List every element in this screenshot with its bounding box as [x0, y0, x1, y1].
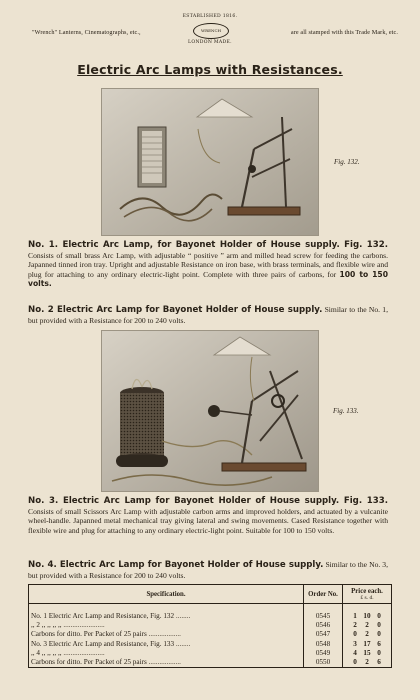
column-header-price: [343, 585, 392, 604]
row-order-no: 0545: [304, 612, 343, 621]
row-order-no: 0547: [304, 630, 343, 639]
row-price: 1 10 0: [343, 612, 392, 621]
item-no-1-description: [28, 240, 388, 289]
item-no-3-description: [28, 496, 388, 535]
row-order-no: 0549: [304, 649, 343, 658]
column-header-specification: Specification.: [29, 585, 304, 604]
row-price: 3 17 6: [343, 640, 392, 649]
row-price: 0 2 0: [343, 630, 392, 639]
arc-lamp-photo-fig-133: [101, 330, 319, 492]
item-no-4-description: [28, 560, 388, 580]
item-no-4-body: Similar to the No. 3, but provided with a Resistance for 200 to 240 volts.: [28, 560, 388, 580]
item-no-2-description: [28, 305, 388, 325]
table-spacer-row: [29, 604, 392, 613]
row-specification: ,, 2 ,, ,, ,, ,, .......................: [31, 621, 105, 630]
figure-label-133: Fig. 133.: [333, 407, 359, 415]
seal-center-text: WRENCH: [193, 23, 229, 39]
item-no-2-body: Similar to the No. 1, but provided with a Resistance for 200 to 240 volts.: [28, 305, 388, 325]
item-no-1-body: Consists of small brass Arc Lamp, with adjustable “ positive ” arm and milled head screw for feeding the carbons. Japanned tinned iron tray. Upright and adjustable Resistance on iron base, with brass terminals, and flexible wire and plug for attaching to any ordinary electric-light point. Complete with three pairs of carbons, for: [28, 250, 388, 279]
row-order-no: 0546: [304, 621, 343, 630]
figure-label-132: Fig. 132.: [334, 158, 360, 166]
row-specification: Carbons for ditto. Per Packet of 25 pairs ..................: [31, 658, 181, 667]
trademark-line: [12, 14, 408, 48]
page-title: Electric Arc Lamps with Resistances.: [77, 62, 343, 77]
table-row: [29, 649, 392, 658]
price-header-label: Price each.: [351, 587, 383, 595]
item-no-1-voltage: 100 to 150 volts.: [28, 269, 389, 289]
row-price: 2 2 0: [343, 621, 392, 630]
row-specification: ,, 4 ,, ,, ,, ,, .......................: [31, 648, 105, 657]
row-specification: Carbons for ditto. Per Packet of 25 pairs ..................: [31, 630, 181, 639]
price-header-units: £ s. d.: [360, 594, 374, 601]
trademark-left-text: "Wrench" Lanterns, Cinematographs, etc.,: [32, 29, 141, 36]
item-no-4-heading: No. 4. Electric Arc Lamp for Bayonet Holder of House supply.: [28, 560, 324, 570]
item-no-1-heading: No. 1. Electric Arc Lamp, for Bayonet Holder of House supply. Fig. 132.: [28, 240, 388, 250]
table-row: [29, 640, 392, 649]
seal-bottom-text: LONDON MADE.: [188, 40, 232, 45]
specification-table: [28, 584, 392, 668]
table-row: [29, 621, 392, 630]
trademark-right-text: are all stamped with this Trade Mark, etc.: [290, 29, 398, 36]
item-no-3-heading: No. 3. Electric Arc Lamp for Bayonet Holder of House supply. Fig. 133.: [28, 496, 388, 506]
arc-lamp-photo-fig-132: [101, 88, 319, 236]
row-specification: No. 3 Electric Arc Lamp and Resistance, Fig. 133 ........: [31, 639, 191, 648]
row-specification: No. 1 Electric Arc Lamp and Resistance, Fig. 132 ........: [31, 612, 191, 620]
trademark-seal: [180, 14, 240, 48]
item-no-2-heading: No. 2 Electric Arc Lamp for Bayonet Holder of House supply.: [28, 305, 323, 315]
seal-top-text: ESTABLISHED 1816.: [182, 14, 238, 19]
row-order-no: 0548: [304, 640, 343, 649]
row-price: 4 15 0: [343, 649, 392, 658]
table-row: [29, 630, 392, 639]
row-order-no: 0550: [304, 658, 343, 668]
item-no-3-body: Consists of small Scissors Arc Lamp with adjustable carbon arms and improved holders, and actuated by a vulcanite wheel-handle. Japanned metal mechanical tray giving lateral and swing movements. Cased Resistance together with flexible wire and plug for attaching to any ordinary electric-light point. Suitable for 100 to 150 volts.: [28, 506, 388, 535]
column-header-order-no: Order No.: [304, 585, 343, 604]
table-row: [29, 658, 392, 668]
row-price: 0 2 6: [343, 658, 392, 668]
table-header-row: [29, 585, 392, 604]
table-row: [29, 612, 392, 621]
